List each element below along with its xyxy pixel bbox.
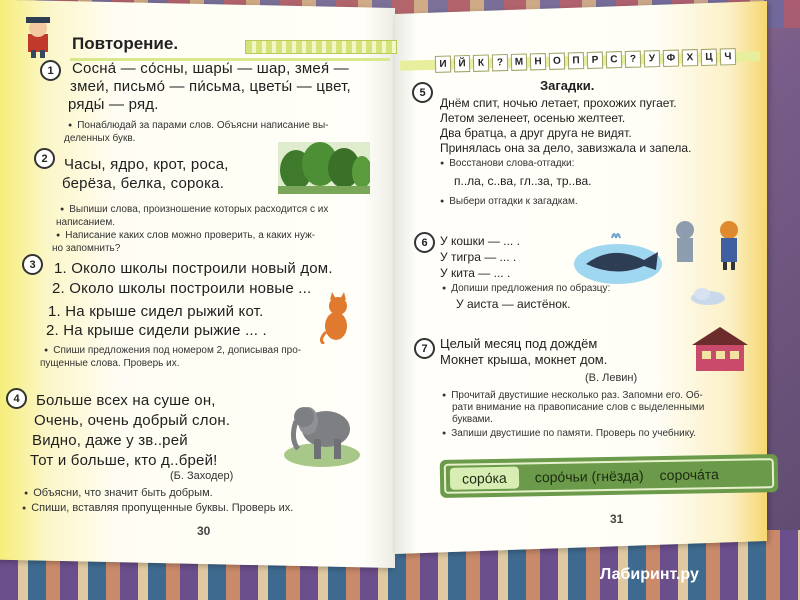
vocabulary-word: сорочáта bbox=[659, 466, 720, 484]
alphabet-letter: ? bbox=[492, 54, 508, 71]
ex3-note2: пущенные слова. Проверь их. bbox=[40, 358, 180, 369]
ex4-line4: Тот и больше, кто д..брей! bbox=[30, 452, 218, 469]
vocabulary-word: соро́ка bbox=[450, 467, 519, 490]
alphabet-letter: Р bbox=[587, 52, 603, 69]
alphabet-letter: М bbox=[511, 54, 527, 71]
forest-illustration bbox=[278, 142, 370, 194]
vocabulary-word: соро́чьи (гнёзда) bbox=[534, 467, 644, 486]
house-illustration bbox=[688, 325, 752, 373]
ex2-line1: Часы, ядро, крот, роса, bbox=[64, 156, 229, 173]
ex4-author: (Б. Заходер) bbox=[170, 470, 234, 482]
exercise-number-6: 6 bbox=[414, 232, 435, 253]
ex5-line4: Принялась она за дело, завизжала и запела. bbox=[440, 141, 692, 155]
cat-illustration bbox=[318, 290, 354, 344]
ex2-note3: ● Написание каких слов можно проверить, а каких нуж- bbox=[56, 230, 315, 241]
ex1-line2: змеи́, письмо́ — пи́сьма, цветы́ — цвет, bbox=[70, 78, 351, 95]
ex5-words: п..ла, с..ва, гл..за, тр..ва. bbox=[454, 174, 592, 188]
ex2-note4: но запомнить? bbox=[52, 243, 121, 254]
ex2-note1: ● Выпиши слова, произношение которых расходится с их bbox=[60, 204, 328, 215]
alphabet-letter: К bbox=[473, 55, 489, 72]
ex7-note2: рати внимание на правописание слов с выделенными bbox=[452, 402, 705, 413]
ex5-heading: Загадки. bbox=[540, 78, 595, 93]
exercise-number-3: 3 bbox=[22, 254, 43, 275]
elephant-illustration bbox=[284, 395, 362, 471]
ex2-line2: берёза, белка, сорока. bbox=[62, 175, 225, 192]
ex7-note4: ● Запиши двустишие по памяти. Проверь по учебнику. bbox=[442, 428, 696, 439]
ex3-line3: 1. На крыше сидел рыжий кот. bbox=[48, 303, 264, 320]
ex4-note2: ● Спиши, вставляя пропущенные буквы. Проверь их. bbox=[22, 502, 293, 514]
exercise-number-7: 7 bbox=[414, 338, 435, 359]
alphabet-letter: Ч bbox=[720, 48, 736, 65]
ex7-note1: ● Прочитай двустишие несколько раз. Запомни его. Об- bbox=[442, 390, 703, 401]
exercise-number-2: 2 bbox=[34, 148, 55, 169]
alphabet-letter: П bbox=[568, 52, 584, 69]
title-decor bbox=[245, 40, 397, 54]
alphabet-letter: Н bbox=[530, 53, 546, 70]
ex3-note1: ● Спиши предложения под номером 2, дописывая про- bbox=[44, 345, 301, 356]
ex6-note1: ● Допиши предложения по образцу: bbox=[442, 283, 610, 294]
alphabet-letter: Ф bbox=[663, 50, 679, 67]
alphabet-letter: Ц bbox=[701, 49, 717, 66]
exercise-number-1: 1 bbox=[40, 60, 61, 81]
alphabet-letter: Й bbox=[454, 55, 470, 72]
ex3-line4: 2. На крыше сидели рыжие ... . bbox=[46, 322, 267, 339]
ex5-line2: Летом зеленеет, осенью желтеет. bbox=[440, 111, 626, 125]
alphabet-letter: С bbox=[606, 51, 622, 68]
page-number-right: 31 bbox=[610, 512, 624, 526]
ex2-note2: написанием. bbox=[56, 217, 115, 228]
ex7-line2: Мокнет крыша, мокнет дом. bbox=[440, 352, 608, 367]
cloud-illustration bbox=[690, 286, 726, 306]
ex4-line2: Очень, очень добрый слон. bbox=[34, 412, 231, 429]
whale-illustration bbox=[572, 230, 664, 286]
vocabulary-strip bbox=[440, 454, 779, 498]
ex3-line1: 1. Около школы построили новый дом. bbox=[54, 260, 333, 277]
ex1-line3: ряды́ — ряд. bbox=[68, 96, 159, 113]
ex1-line1: Сосна́ — со́сны, шары́ — шар, змея́ — bbox=[72, 60, 349, 77]
page-title: Повторение. bbox=[72, 34, 179, 53]
ex6-line3: У кита — ... . bbox=[440, 266, 511, 280]
ex6-sample: У аиста — аистёнок. bbox=[456, 297, 571, 311]
animals-illustration bbox=[665, 218, 755, 270]
ex1-note1: ● Понаблюдай за парами слов. Объясни написание вы- bbox=[68, 120, 329, 131]
alphabet-letter: И bbox=[435, 56, 451, 73]
ex1-note2: деленных букв. bbox=[64, 133, 136, 144]
exercise-number-5: 5 bbox=[412, 82, 433, 103]
alphabet-letter: Х bbox=[682, 49, 698, 66]
ex5-note2: ● Выбери отгадки к загадкам. bbox=[440, 196, 578, 207]
ex7-note3: буквами. bbox=[452, 414, 493, 425]
mascot-icon bbox=[18, 14, 58, 58]
ex4-line3: Видно, даже у зв..рей bbox=[32, 432, 188, 449]
alphabet-letter: О bbox=[549, 53, 565, 70]
ex4-note1: ● Объясни, что значит быть добрым. bbox=[24, 487, 213, 499]
ex5-note1: ● Восстанови слова-отгадки: bbox=[440, 158, 574, 169]
ex5-line3: Два братца, а друг друга не видят. bbox=[440, 126, 632, 140]
ex7-line1: Целый месяц под дождём bbox=[440, 336, 598, 351]
ex4-line1: Больше всех на суше он, bbox=[36, 392, 216, 409]
watermark: Лабиринт.ру bbox=[600, 566, 699, 583]
alphabet-letter: ? bbox=[625, 51, 641, 68]
ex6-line2: У тигра — ... . bbox=[440, 250, 517, 264]
ex6-line1: У кошки — ... . bbox=[440, 234, 520, 248]
ex3-line2: 2. Около школы построили новые ... bbox=[52, 280, 312, 297]
page-number-left: 30 bbox=[197, 524, 211, 538]
alphabet-letter: У bbox=[644, 50, 660, 67]
exercise-number-4: 4 bbox=[6, 388, 27, 409]
ex5-line1: Днём спит, ночью летает, прохожих пугает. bbox=[440, 96, 677, 110]
ex7-author: (В. Левин) bbox=[585, 372, 638, 384]
